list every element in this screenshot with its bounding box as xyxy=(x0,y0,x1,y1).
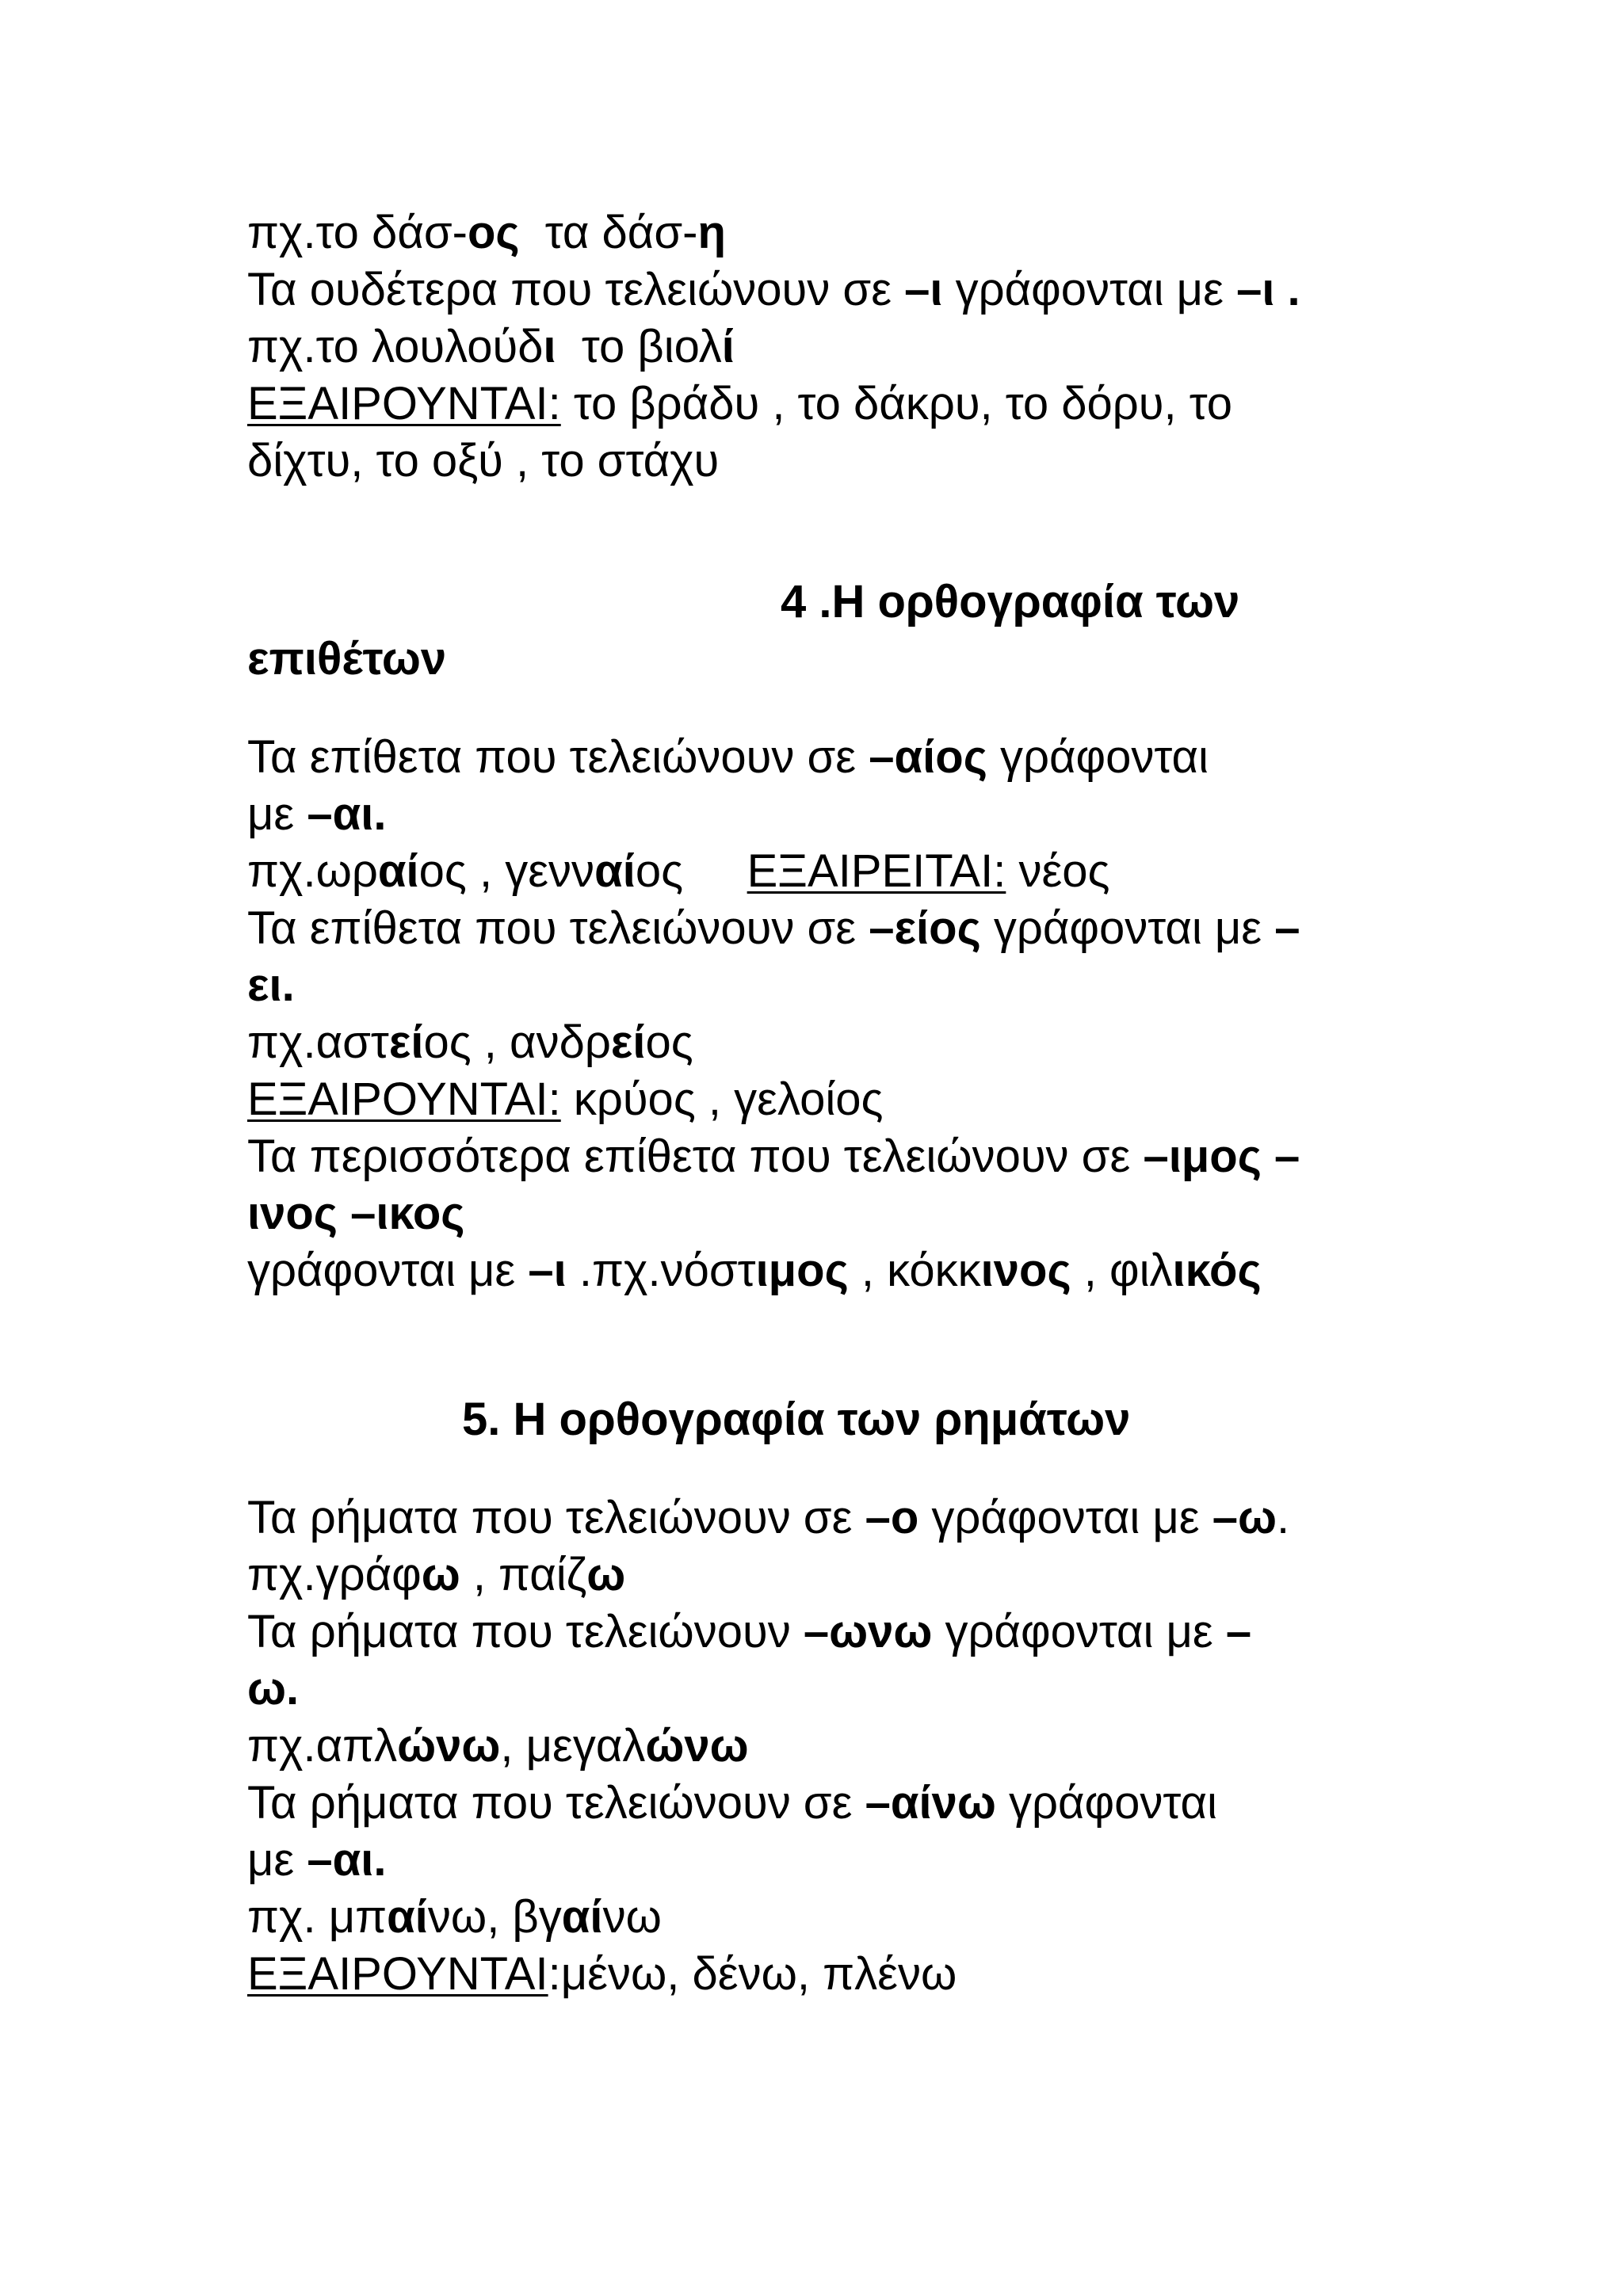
text-span: πχ.γράφ xyxy=(247,1549,422,1600)
bold-ending: ι xyxy=(543,321,556,372)
rule-line-continued: ω. xyxy=(247,1663,300,1714)
bold-ending: ί xyxy=(721,321,735,372)
rule-line-continued xyxy=(247,786,387,843)
bold-ending: αί xyxy=(387,1891,428,1943)
text-span: Τα ρήματα που τελειώνουν σε xyxy=(247,1492,865,1543)
bold-ending: ικός xyxy=(1172,1245,1262,1296)
rule-line-continued: ινος –ικος xyxy=(247,1188,465,1239)
bold-ending: –αίος xyxy=(869,731,987,783)
exception-label: ΕΞΑΙΡΕΙΤΑΙ: xyxy=(747,845,1006,897)
bold-ending: η xyxy=(697,207,726,258)
text-span: Τα ρήματα που τελειώνουν σε xyxy=(247,1777,865,1829)
text-span: Τα περισσότερα επίθετα που τελειώνουν σε xyxy=(247,1131,1144,1182)
bold-ending: –είος xyxy=(869,902,981,954)
bold-ending: ιμος xyxy=(755,1245,849,1296)
text-span: με xyxy=(247,788,307,840)
text-span: . xyxy=(1277,1492,1290,1543)
bold-ending: – xyxy=(1225,1606,1252,1657)
text-span: ος , ανδρ xyxy=(423,1016,611,1068)
exceptions-label: ΕΞΑΙΡΟΥΝΤΑΙ xyxy=(247,1948,548,2000)
text-span: κρύος , γελοίος xyxy=(560,1074,884,1125)
text-span: γράφονται με xyxy=(918,1492,1212,1543)
bold-ending: – xyxy=(1274,902,1300,954)
rule-line xyxy=(247,900,1300,957)
text-span: , παίζ xyxy=(460,1549,587,1600)
text-span: νω, βγ xyxy=(427,1891,562,1943)
bold-ending: εί xyxy=(388,1016,424,1068)
bold-ending: αί xyxy=(377,845,419,897)
bold-ending: –ω xyxy=(1212,1492,1277,1543)
text-span: πχ.το λουλούδ xyxy=(247,321,544,372)
bold-ending: –αίνω xyxy=(865,1777,996,1829)
example-line xyxy=(247,843,1110,900)
bold-ending: –ι xyxy=(528,1245,567,1296)
bold-ending: ινος xyxy=(980,1245,1071,1296)
text-span: γράφονται με xyxy=(247,1245,529,1296)
text-span: ος xyxy=(635,845,747,897)
bold-ending: αί xyxy=(561,1891,603,1943)
example-line xyxy=(247,1889,662,1946)
text-span: πχ. μπ xyxy=(247,1891,388,1943)
exceptions-line-continued: δίχτυ, το οξύ , το στάχυ xyxy=(247,435,720,486)
bold-ending: ω xyxy=(586,1549,626,1600)
bold-ending: ώνω xyxy=(645,1720,749,1772)
bold-ending: εί xyxy=(610,1016,646,1068)
rule-line xyxy=(247,729,1209,786)
text-span: νω xyxy=(602,1891,662,1943)
text-span: Τα ουδέτερα που τελειώνουν σε xyxy=(247,264,905,315)
text-span: πχ.αστ xyxy=(247,1016,389,1068)
text-span: τα δάσ- xyxy=(519,207,698,258)
text-span: γράφονται xyxy=(995,1777,1217,1829)
text-span: , φιλ xyxy=(1071,1245,1173,1296)
text-span: ος , γενν xyxy=(418,845,595,897)
text-span: γράφονται xyxy=(987,731,1209,783)
text-span: το βράδυ , το δάκρυ, το δόρυ, το xyxy=(560,378,1233,429)
exceptions-line xyxy=(247,1071,883,1128)
text-span: πχ.απλ xyxy=(247,1720,398,1772)
text-span: με xyxy=(247,1834,307,1886)
exceptions-label: ΕΞΑΙΡΟΥΝΤΑΙ: xyxy=(247,378,561,429)
text-span: νέος xyxy=(1006,845,1110,897)
text-line xyxy=(247,204,726,261)
bold-ending: ω xyxy=(421,1549,460,1600)
bold-ending: –ι . xyxy=(1236,264,1300,315)
text-span: το βιολ xyxy=(556,321,722,372)
rule-line xyxy=(247,1128,1300,1185)
rule-line-continued xyxy=(247,1832,387,1889)
rule-line xyxy=(247,1775,1217,1832)
text-span: Τα επίθετα που τελειώνουν σε xyxy=(247,902,869,954)
text-span: :μένω, δένω, πλένω xyxy=(548,1948,957,2000)
text-span: πχ.το δάσ- xyxy=(247,207,468,258)
text-span: Τα ρήματα που τελειώνουν xyxy=(247,1606,804,1657)
text-span: .πχ.νόστ xyxy=(566,1245,756,1296)
example-line xyxy=(247,1014,693,1071)
text-span: ος xyxy=(645,1016,693,1068)
example-line xyxy=(247,1242,1262,1299)
exceptions-line xyxy=(247,376,1232,433)
text-span: πχ.ωρ xyxy=(247,845,378,897)
text-span: γράφονται με xyxy=(942,264,1237,315)
section-heading: 4 .Η ορθογραφία των xyxy=(781,576,1240,627)
text-span: , κόκκ xyxy=(848,1245,981,1296)
text-span: Τα επίθετα που τελειώνουν σε xyxy=(247,731,869,783)
section-heading: 5. Η ορθογραφία των ρημάτων xyxy=(462,1394,1131,1445)
bold-ending: ώνω xyxy=(397,1720,501,1772)
section-heading-continued: επιθέτων xyxy=(247,633,447,685)
rule-line xyxy=(247,1489,1289,1547)
bold-ending: –ωνω xyxy=(803,1606,933,1657)
example-line xyxy=(247,1547,625,1604)
example-line xyxy=(247,1718,749,1775)
rule-line xyxy=(247,261,1300,318)
rule-line-continued: ει. xyxy=(247,959,295,1011)
bold-ending: –ιμος – xyxy=(1143,1131,1300,1182)
example-line xyxy=(247,318,735,376)
exceptions-line xyxy=(247,1946,957,2003)
bold-ending: –ι xyxy=(904,264,943,315)
text-span: γράφονται με xyxy=(980,902,1275,954)
text-span: γράφονται με xyxy=(932,1606,1226,1657)
text-span: , μεγαλ xyxy=(500,1720,646,1772)
bold-ending: –αι. xyxy=(307,788,387,840)
bold-ending: αί xyxy=(594,845,636,897)
exceptions-label: ΕΞΑΙΡΟΥΝΤΑΙ: xyxy=(247,1074,561,1125)
bold-ending: ος xyxy=(467,207,520,258)
bold-ending: –ο xyxy=(865,1492,919,1543)
bold-ending: –αι. xyxy=(307,1834,387,1886)
rule-line xyxy=(247,1604,1251,1661)
